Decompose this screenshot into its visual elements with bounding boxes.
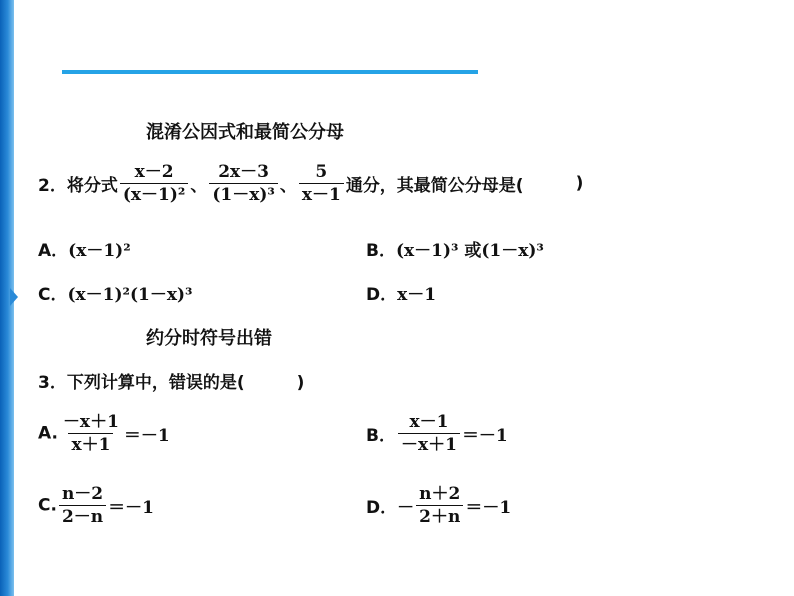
fraction-numerator: 2x－3 [218, 162, 269, 182]
option-fraction [60, 412, 122, 455]
fraction-numerator: n＋2 [419, 484, 461, 504]
q3-option-a[interactable] [38, 412, 170, 455]
section-heading-1: 混淆公因式和最简公分母 [146, 122, 344, 143]
option-label: C． [38, 285, 68, 305]
fraction-1 [120, 162, 189, 205]
fraction-denominator: (x－1)² [120, 183, 189, 205]
option-text: (x－1)² [68, 241, 131, 261]
option-text: x－1 [397, 285, 437, 305]
option-prefix: － [397, 498, 415, 518]
close-paren: ) [575, 173, 584, 194]
option-fraction [416, 484, 463, 527]
q2-option-c[interactable] [38, 280, 192, 305]
fraction-denominator: x＋1 [68, 433, 113, 455]
option-rhs: ＝－1 [108, 498, 154, 518]
separator: 、 [190, 176, 208, 196]
separator: 、 [279, 176, 297, 196]
option-fraction [59, 484, 106, 527]
fraction-denominator: x－1 [299, 183, 344, 205]
fraction-denominator: 2＋n [416, 505, 463, 527]
question-number: 2． [38, 176, 67, 196]
close-paren: ) [296, 373, 305, 393]
option-rhs: ＝－1 [461, 426, 508, 446]
option-label: A． [38, 241, 69, 261]
fraction-2 [209, 162, 278, 205]
side-arrow-icon [10, 288, 18, 306]
question-stem: 下列计算中，错误的是( [66, 373, 245, 393]
question-number: 3． [38, 373, 67, 393]
section-heading-2: 约分时符号出错 [146, 328, 272, 349]
fraction-denominator: 2－n [59, 505, 106, 527]
fraction-numerator: x－2 [134, 162, 174, 182]
q3-option-d[interactable] [366, 484, 511, 527]
fraction-denominator: －x＋1 [398, 433, 460, 455]
fraction-numerator: n－2 [61, 484, 104, 504]
top-divider [62, 70, 478, 74]
option-rhs: ＝－1 [465, 498, 512, 518]
fraction-denominator: (1－x)³ [209, 183, 278, 205]
option-label: D． [366, 285, 398, 305]
option-label: D． [366, 498, 398, 518]
q2-option-d[interactable] [366, 280, 436, 305]
question-stem-suffix: 通分，其最简公分母是( [345, 176, 524, 196]
question-stem-prefix: 将分式 [66, 176, 118, 196]
option-label: B． [366, 426, 396, 446]
fraction-3 [299, 162, 344, 205]
fraction-numerator: 5 [315, 162, 328, 182]
fraction-numerator: －x＋1 [62, 412, 119, 432]
option-label: B． [366, 241, 396, 261]
fraction-numerator: x－1 [409, 412, 449, 432]
option-label: A. [38, 423, 58, 444]
option-fraction [398, 412, 460, 455]
question-3 [38, 368, 304, 393]
q3-option-b[interactable] [366, 412, 508, 455]
q2-option-a[interactable] [38, 236, 131, 261]
question-2 [38, 162, 583, 205]
q3-option-c[interactable] [38, 484, 154, 527]
option-rhs: ＝－1 [123, 426, 170, 446]
option-text: (x－1)²(1－x)³ [67, 285, 193, 305]
option-text: (x－1)³ 或(1－x)³ [395, 241, 544, 261]
option-label: C. [38, 495, 57, 516]
q2-option-b[interactable] [366, 236, 544, 261]
